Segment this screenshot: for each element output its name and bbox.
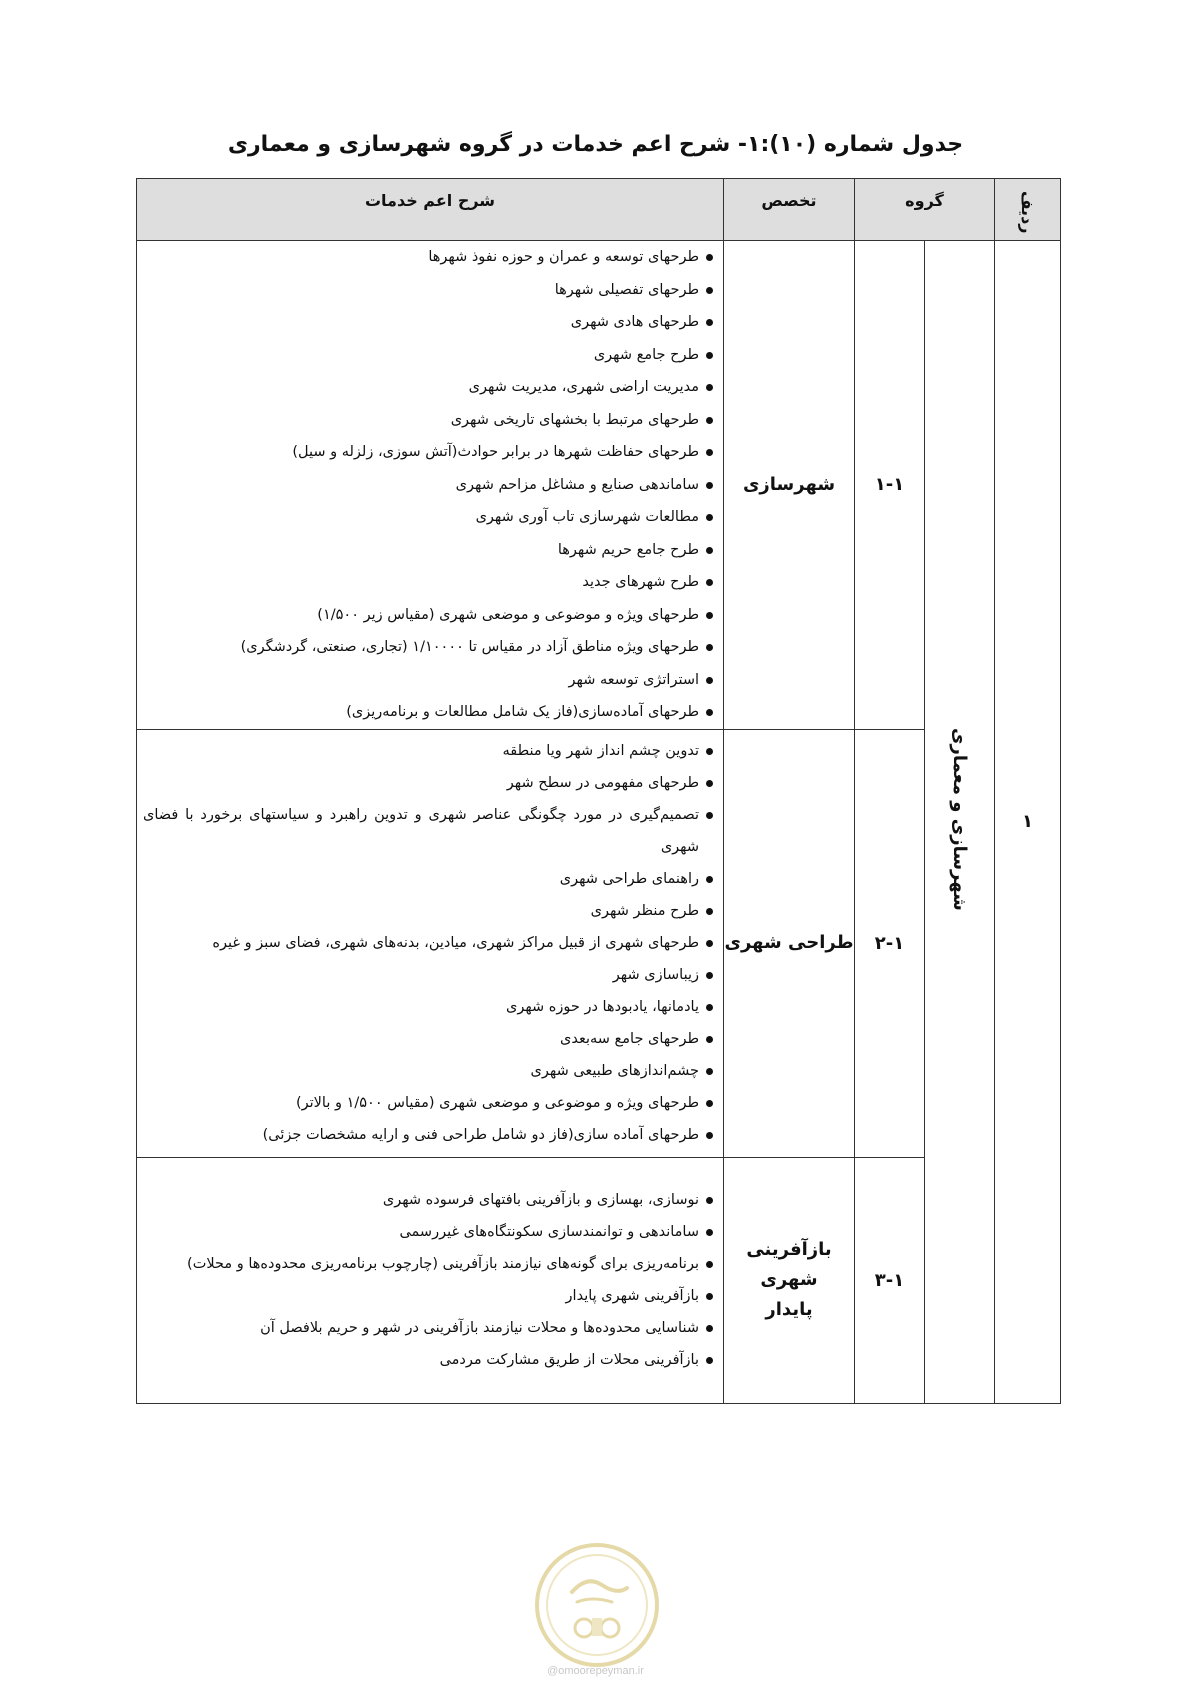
services-table-wrapper	[136, 178, 1060, 1404]
list-item: طرحهای حفاظت شهرها در برابر حوادث(آتش سوزی، زلزله و سیل)	[143, 436, 713, 469]
header-row-number: ردیف	[995, 179, 1061, 241]
subgroup-code: ۳-۱	[855, 1157, 925, 1403]
watermark-url: @omoorepeyman.ir	[547, 1665, 644, 1677]
services-cell	[137, 1157, 724, 1403]
services-list	[137, 241, 723, 729]
specialty-line: بازآفرینی شهری	[746, 1239, 832, 1290]
specialty-line: پایدار	[765, 1299, 813, 1320]
list-item: شناسایی محدوده‌ها و محلات نیازمند بازآفرینی در شهر و حریم بلافصل آن	[143, 1312, 713, 1344]
header-group: گروه	[855, 179, 995, 241]
list-item: ساماندهی و توانمندسازی سکونتگاه‌های غیررسمی	[143, 1216, 713, 1248]
page-title: جدول شماره (۱۰):۱- شرح اعم خدمات در گروه شهرسازی و معماری	[227, 132, 964, 157]
list-item: زیباسازی شهر	[143, 959, 713, 991]
list-item: طرحهای ویژه مناطق آزاد در مقیاس تا ۱/۱۰۰۰۰ (تجاری، صنعتی، گردشگری)	[143, 631, 713, 664]
list-item: بازآفرینی شهری پایدار	[143, 1280, 713, 1312]
watermark-seal-logo	[532, 1540, 662, 1670]
list-item: طرحهای آماده‌سازی(فاز یک شامل مطالعات و برنامه‌ریزی)	[143, 696, 713, 729]
list-item: طرح جامع حریم شهرها	[143, 534, 713, 567]
table-row	[137, 1157, 1061, 1403]
list-item: برنامه‌ریزی برای گونه‌های نیازمند بازآفرینی (چارچوب برنامه‌ریزی محدوده‌ها و محلات)	[143, 1248, 713, 1280]
table-row	[137, 241, 1061, 730]
table-row	[137, 729, 1061, 1157]
list-item: طرح شهرهای جدید	[143, 566, 713, 599]
list-item: چشم‌اندازهای طبیعی شهری	[143, 1055, 713, 1087]
specialty-cell: طراحی شهری	[724, 729, 855, 1157]
list-item: راهنمای طراحی شهری	[143, 863, 713, 895]
list-item: مدیریت اراضی شهری، مدیریت شهری	[143, 371, 713, 404]
list-item: طرح منظر شهری	[143, 895, 713, 927]
list-item: تدوین چشم انداز شهر ویا منطقه	[143, 735, 713, 767]
header-services: شرح اعم خدمات	[137, 179, 724, 241]
list-item: طرحهای توسعه و عمران و حوزه نفوذ شهرها	[143, 241, 713, 274]
list-item: طرحهای شهری از قبیل مراکز شهری، میادین، بدنه‌های شهری، فضای سبز و غیره	[143, 927, 713, 959]
table-header-row	[137, 179, 1061, 241]
list-item: طرحهای ویژه و موضوعی و موضعی شهری (مقیاس زیر ۱/۵۰۰)	[143, 599, 713, 632]
list-item: مطالعات شهرسازی تاب آوری شهری	[143, 501, 713, 534]
specialty-cell	[724, 1157, 855, 1403]
services-list	[137, 1184, 723, 1376]
list-item: طرحهای آماده سازی(فاز دو شامل طراحی فنی و ارایه مشخصات جزئی)	[143, 1119, 713, 1151]
list-item: طرحهای تفصیلی شهرها	[143, 274, 713, 307]
list-item: طرحهای مفهومی در سطح شهر	[143, 767, 713, 799]
list-item: طرحهای ویژه و موضوعی و موضعی شهری (مقیاس ۱/۵۰۰ و بالاتر)	[143, 1087, 713, 1119]
row-number-cell: ۱	[995, 241, 1061, 1404]
list-item: طرحهای هادی شهری	[143, 306, 713, 339]
subgroup-code: ۱-۱	[855, 241, 925, 730]
group-name-cell: شهرسازی و معماری	[925, 241, 995, 1404]
list-item: استراتژی توسعه شهر	[143, 664, 713, 697]
specialty-cell: شهرسازی	[724, 241, 855, 730]
subgroup-code: ۲-۱	[855, 729, 925, 1157]
services-list	[137, 735, 723, 1151]
services-cell	[137, 241, 724, 730]
list-item: یادمانها، یادبودها در حوزه شهری	[143, 991, 713, 1023]
list-item: بازآفرینی محلات از طریق مشارکت مردمی	[143, 1344, 713, 1376]
list-item: تصمیم‌گیری در مورد چگونگی عناصر شهری و تدوین راهبرد و سیاستهای برخورد با فضای شهری	[143, 799, 713, 863]
header-specialty: تخصص	[724, 179, 855, 241]
services-table	[136, 178, 1061, 1404]
list-item: نوسازی، بهسازی و بازآفرینی بافتهای فرسوده شهری	[143, 1184, 713, 1216]
list-item: طرح جامع شهری	[143, 339, 713, 372]
services-cell	[137, 729, 724, 1157]
list-item: طرحهای مرتبط با بخشهای تاریخی شهری	[143, 404, 713, 437]
list-item: طرحهای جامع سه‌بعدی	[143, 1023, 713, 1055]
list-item: ساماندهی صنایع و مشاغل مزاحم شهری	[143, 469, 713, 502]
